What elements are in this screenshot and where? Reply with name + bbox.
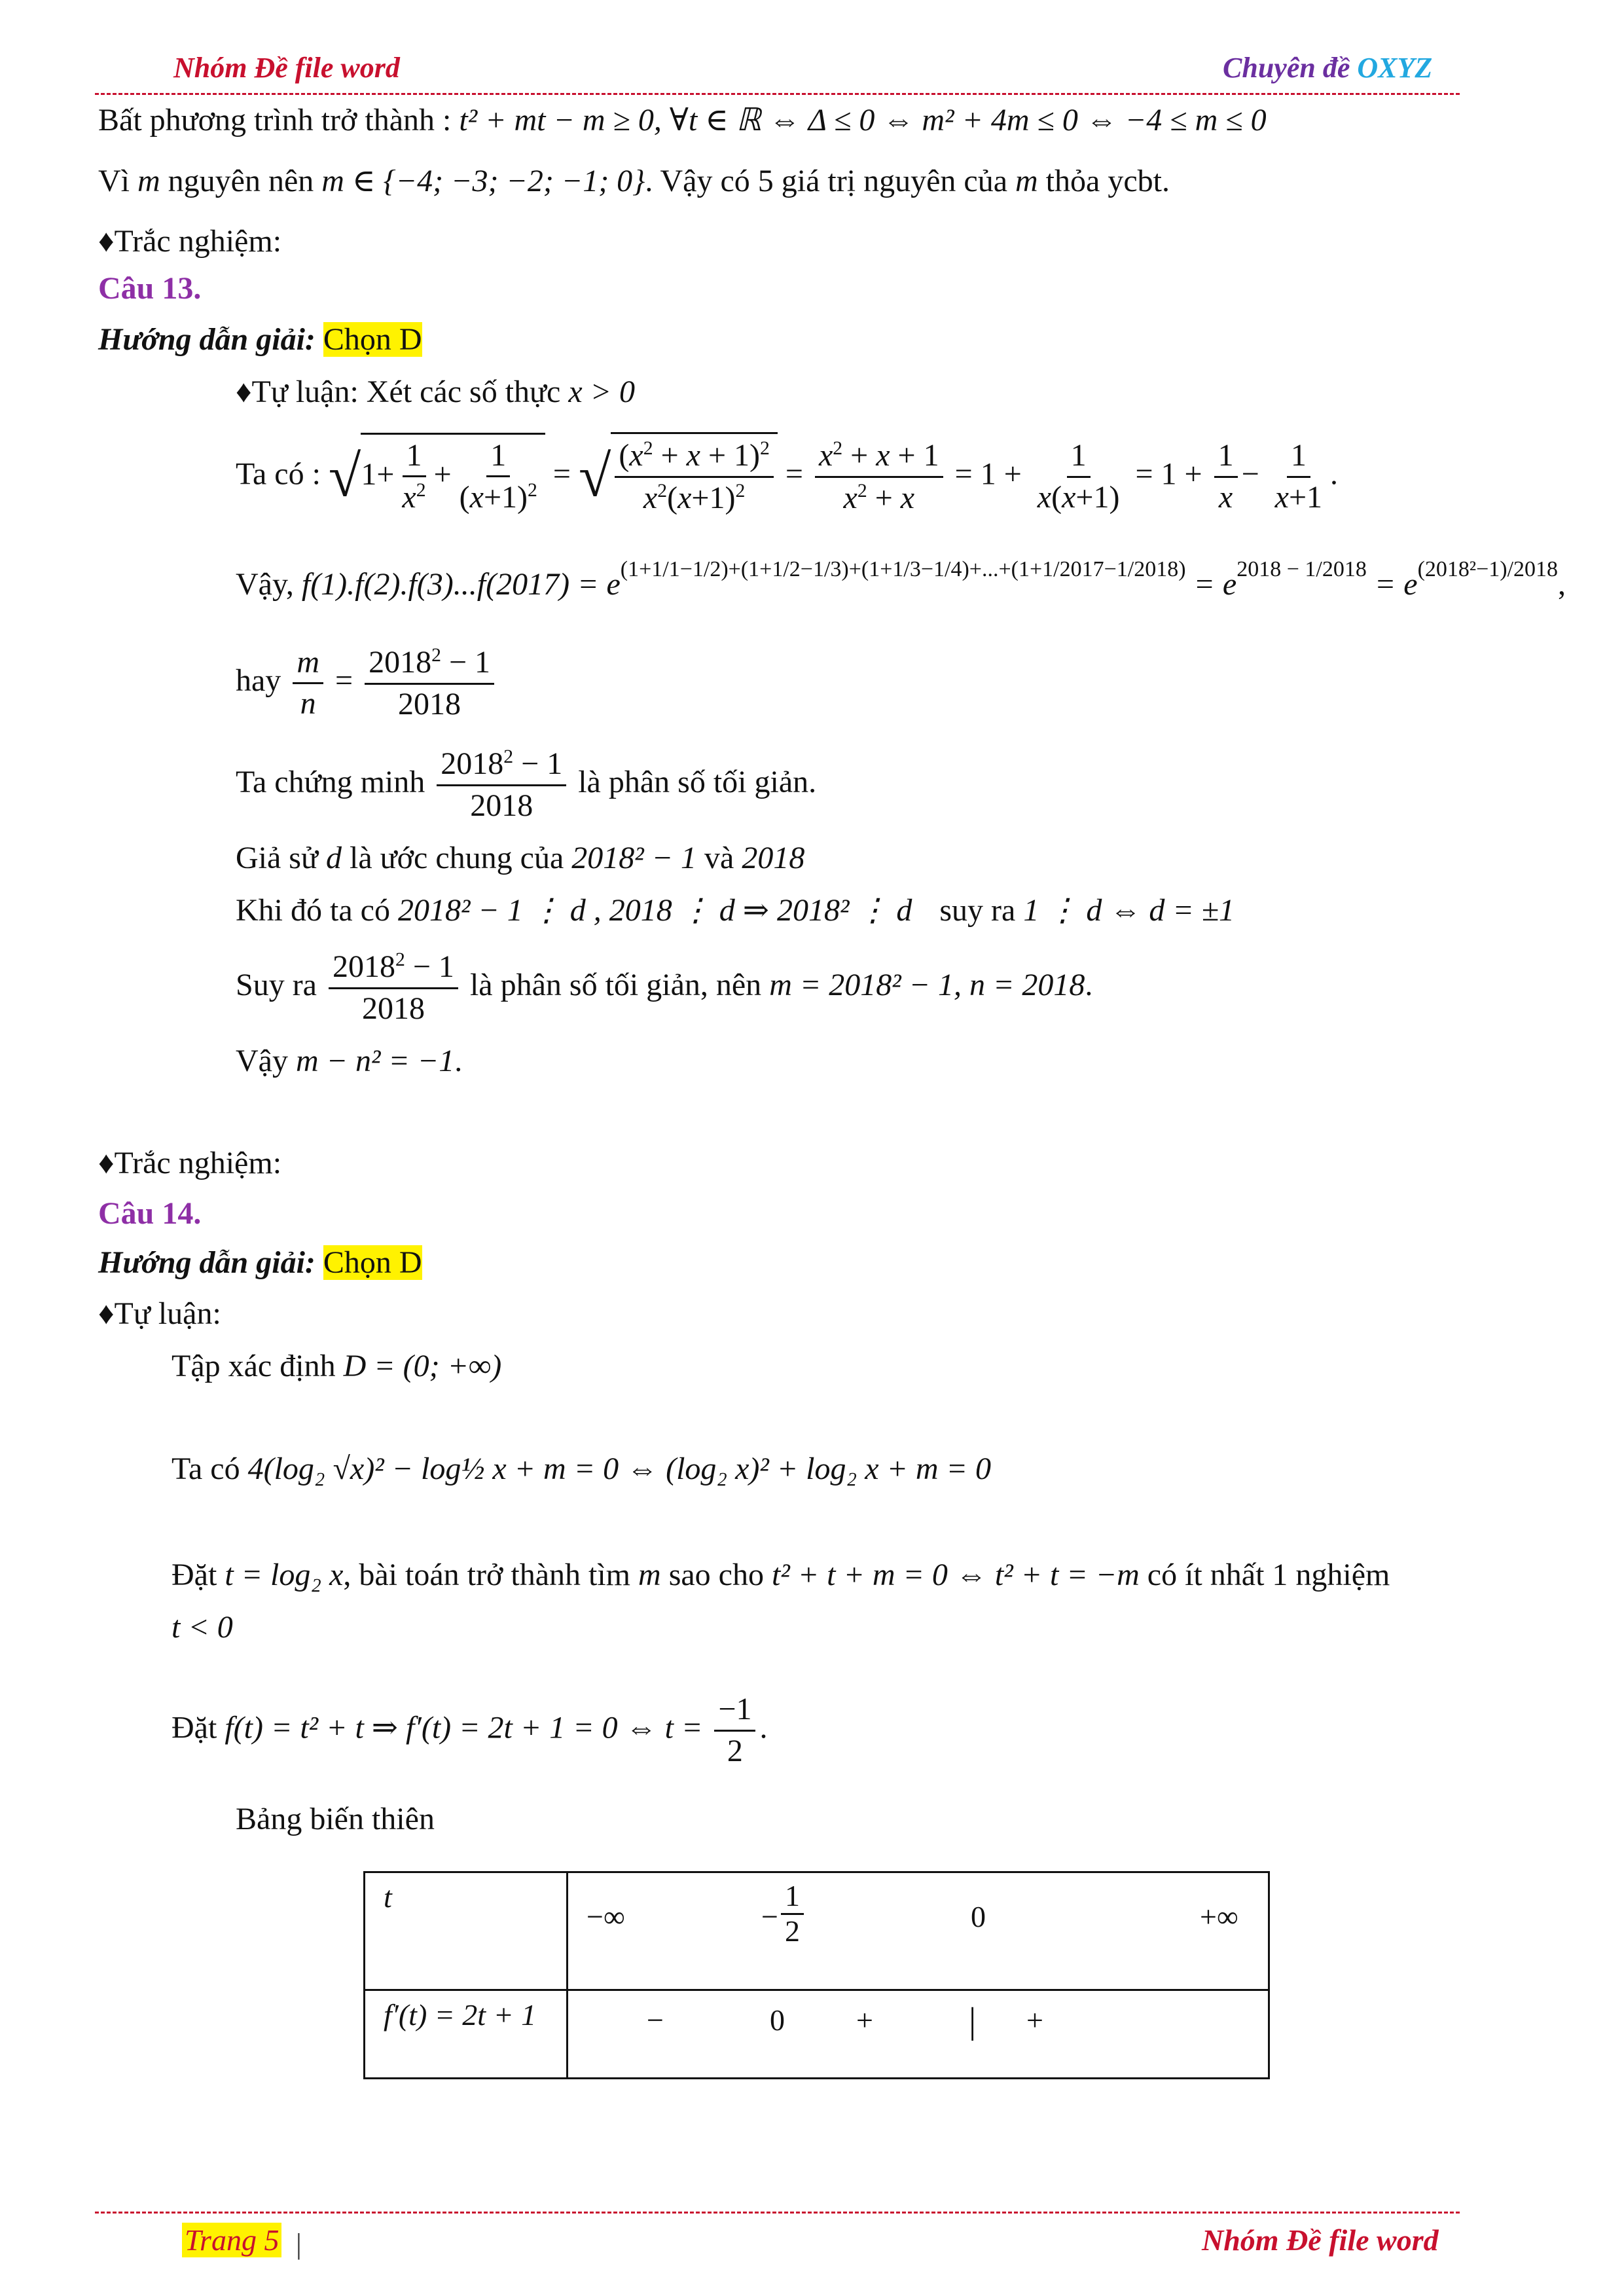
undefined-bar: | — [969, 2001, 977, 2041]
text: thỏa ycbt. — [1045, 164, 1170, 198]
math: m — [137, 164, 160, 198]
answer-choice: Chọn D — [323, 322, 422, 357]
line-vay-result: Vậy m − n² = −1. — [236, 1044, 463, 1078]
solution-label: Hướng dẫn giải: — [98, 1245, 316, 1280]
text: Khi đó ta có — [236, 893, 390, 928]
line-integer-values — [98, 162, 1170, 200]
footer-divider — [95, 2212, 1460, 2214]
line-substitution-cont — [171, 1609, 233, 1647]
variation-table — [363, 1871, 1270, 2079]
text: là phân số tối giản. — [578, 764, 817, 799]
footer-right: Nhóm Đề file word — [1202, 2223, 1439, 2257]
tu-luan-14: ♦Tự luận: — [98, 1296, 221, 1331]
math: m — [1015, 164, 1038, 198]
exponent: 2018 − 1/2018 — [1236, 557, 1367, 581]
math: m ∈ {−4; −3; −2; −1; 0} — [321, 164, 645, 198]
pos-infinity: +∞ — [1200, 1900, 1238, 1933]
line-gia-su — [236, 839, 804, 877]
text: Vậy — [236, 1044, 288, 1078]
math: 1 ⋮ d ⇔ d = ±1 — [1023, 893, 1235, 928]
trac-nghiem-2: ♦Trắc nghiệm: — [98, 1146, 282, 1180]
line-ta-co-radical: Ta có : √1+ $\frac{1}{x^2}$ + $\frac{1}{(x+1)^2}$ = √ $\frac{(x^2 + x + 1)^2}{x^2(x+1)^2}$ = $\frac{x^2 + x + 1}{x^2 + x}$ = 1 + $\frac{1}{x(x+1)}$ = 1 + $\frac{1}{x}$ − $\frac{1}{x+1}$ . — [236, 432, 1338, 516]
math: 2018² − 1 ⋮ d , 2018 ⋮ d ⇒ 2018² ⋮ d — [397, 893, 912, 928]
text: Bất phương trình trở thành : — [98, 103, 452, 137]
text: và — [704, 841, 734, 875]
line-khi-do — [236, 892, 1235, 930]
exponent: (2018²−1)/2018 — [1417, 557, 1559, 581]
line-chung-minh: Ta chứng minh $\frac{2018^2 - 1}{2018}$ là phân số tối giản. — [236, 746, 817, 823]
math: f(t) = t² + t ⇒ f′(t) = 2t + 1 = 0 ⇔ t = — [225, 1710, 703, 1745]
math: 2018² − 1 — [571, 841, 697, 875]
header-divider — [95, 93, 1460, 95]
cell-values-t — [568, 1872, 1269, 1990]
cell-signs — [568, 1990, 1269, 2079]
question-14-title: Câu 14. — [98, 1196, 202, 1231]
math: f(1).f(2).f(3)...f(2017) = e — [301, 567, 621, 602]
neg-half-fraction — [781, 1880, 804, 1948]
math: t = log₂ x — [225, 1558, 344, 1592]
fraction-denominator: 2 — [785, 1914, 800, 1948]
math: = e — [1374, 567, 1418, 602]
neg-infinity: −∞ — [586, 1900, 625, 1933]
math: m = 2018² − 1, n = 2018 — [769, 967, 1085, 1002]
line-log-equation — [171, 1450, 991, 1488]
solution-label: Hướng dẫn giải: — [98, 322, 316, 357]
cell-label-t — [365, 1872, 568, 1990]
footer-page-number: Trang 5 — [182, 2223, 281, 2257]
text: , bài toán trở thành tìm — [343, 1558, 631, 1592]
table-row-derivative — [365, 1990, 1269, 2079]
text: Đặt — [171, 1558, 217, 1592]
solution-header-14 — [98, 1244, 422, 1282]
text: Đặt — [171, 1710, 217, 1745]
math: x > 0 — [568, 374, 636, 409]
sign-zero: 0 — [770, 2003, 785, 2037]
line-domain — [171, 1347, 501, 1385]
bbt-title: Bảng biến thiên — [236, 1802, 435, 1836]
math: d — [326, 841, 342, 875]
line-product-exponent: Vậy, $f(1).f(2).f(3)...f(2017) = e^{(1+1/1-1/2)+(1+1/2-1/3)+(1+1/3-1/4)+...+(1+1/2017-1/2018)} = e^{2018 - 1/2018} = e^{(2018^2-1)/2018}$, — [236, 557, 1566, 602]
line-suy-ra: Suy ra $\frac{2018^2 - 1}{2018}$ là phân số tối giản, nên m = 2018² − 1, n = 2018. — [236, 949, 1093, 1026]
header-left: Nhóm Đề file word — [173, 52, 400, 84]
text: Giả sử — [236, 841, 318, 875]
row-label: f′(t) = 2t + 1 — [384, 1998, 537, 2032]
text: Ta có — [171, 1451, 240, 1486]
sign-minus: − — [647, 2003, 664, 2037]
header-right-accent: OXYZ — [1357, 52, 1433, 84]
text: Tập xác định — [171, 1349, 336, 1383]
answer-choice: Chọn D — [323, 1245, 422, 1280]
solution-header-13 — [98, 321, 422, 359]
math: D = (0; +∞) — [343, 1349, 502, 1383]
exponent: (1+1/1−1/2)+(1+1/2−1/3)+(1+1/3−1/4)+...+(1+1/2017−1/2018) — [620, 557, 1186, 581]
text: là ước chung của — [350, 841, 564, 875]
text: nguyên nên — [168, 164, 314, 198]
footer-separator: | — [296, 2228, 302, 2260]
text: Vì — [98, 164, 130, 198]
text: sao cho — [668, 1558, 764, 1592]
sign-plus: + — [1026, 2003, 1043, 2037]
line-derivative: Đặt f(t) = t² + t ⇒ f′(t) = 2t + 1 = 0 ⇔ t = $\frac{-1}{2}$ . — [171, 1692, 768, 1768]
text: . Vậy có 5 giá trị nguyên của — [645, 164, 1007, 198]
line-inequality — [98, 101, 1267, 139]
minus-sign: − — [761, 1900, 778, 1933]
header-right — [1223, 51, 1432, 84]
zero: 0 — [971, 1900, 986, 1933]
fraction-numerator: 1 — [781, 1880, 804, 1915]
text: Vậy, — [236, 567, 294, 602]
line-hay: hay $\frac{m}{n}$ = $\frac{2018^2 - 1}{2018}$ — [236, 645, 498, 722]
trac-nghiem-1: ♦Trắc nghiệm: — [98, 224, 282, 259]
math: t² + mt − m ≥ 0, ∀t ∈ ℝ ⇔ Δ ≤ 0 ⇔ m² + 4m ≤ 0 ⇔ −4 ≤ m ≤ 0 — [459, 103, 1267, 137]
math: m − n² = −1 — [295, 1044, 455, 1078]
math: m — [638, 1558, 661, 1592]
text: có ít nhất 1 nghiệm — [1147, 1558, 1390, 1592]
math: t < 0 — [171, 1610, 233, 1645]
row-label: t — [384, 1880, 392, 1914]
math: t² + t + m = 0 ⇔ t² + t = −m — [771, 1558, 1140, 1592]
math: 2018 — [742, 841, 805, 875]
text: là phân số tối giản, nên — [469, 967, 762, 1002]
text: Ta chứng minh — [236, 764, 425, 799]
line-substitution — [171, 1556, 1390, 1594]
text: Suy ra — [236, 967, 317, 1002]
text: hay — [236, 663, 281, 698]
tu-luan-13 — [236, 373, 635, 411]
text: Ta có : — [236, 456, 321, 492]
cell-label-derivative — [365, 1990, 568, 2079]
table-row-t — [365, 1872, 1269, 1990]
question-13-title: Câu 13. — [98, 271, 202, 306]
text: ♦Tự luận: Xét các số thực — [236, 374, 561, 409]
sign-plus: + — [856, 2003, 873, 2037]
math: 4(log₂ √x)² − log½ x + m = 0 ⇔ (log₂ x)² + log₂ x + m = 0 — [247, 1451, 991, 1486]
math: = e — [1193, 567, 1237, 602]
header-right-prefix: Chuyên đề — [1223, 52, 1350, 84]
text: suy ra — [939, 893, 1016, 928]
